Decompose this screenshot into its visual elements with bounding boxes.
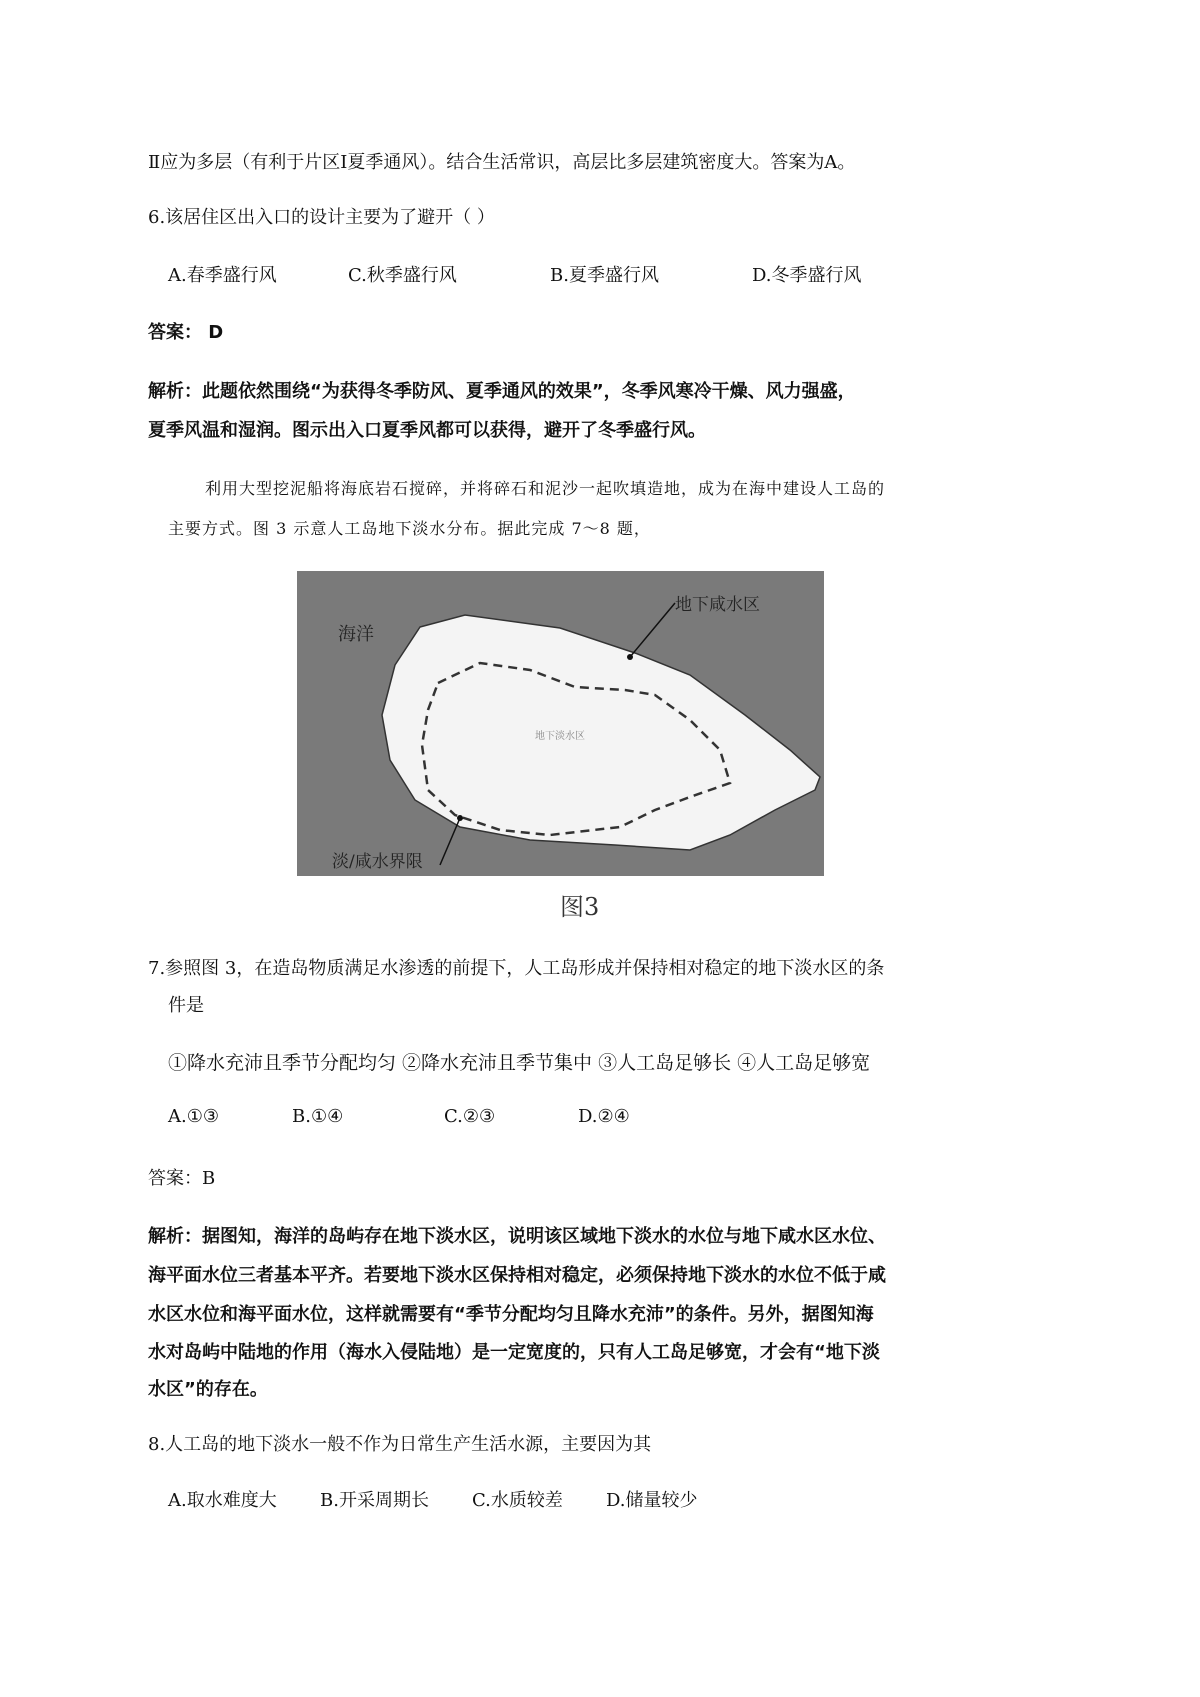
figure-3-island-map bbox=[290, 565, 830, 930]
q7-stem: 7.参照图 3，在造岛物质满足水渗透的前提下，人工岛形成并保持相对稳定的地下淡水区的条 bbox=[148, 958, 885, 979]
q7-stem: 件是 bbox=[168, 995, 204, 1016]
q7-analysis-line: 水对岛屿中陆地的作用（海水入侵陆地）是一定宽度的，只有人工岛足够宽，才会有“地下淡 bbox=[148, 1342, 880, 1363]
q6-option-c: C.秋季盛行风 bbox=[348, 265, 457, 286]
q7-option-d: D.②④ bbox=[578, 1106, 630, 1127]
figure-caption: 图3 bbox=[560, 893, 600, 921]
q7-analysis-line: 水区”的存在。 bbox=[148, 1379, 268, 1400]
q6-analysis-line: 夏季风温和湿润。图示出入口夏季风都可以获得，避开了冬季盛行风。 bbox=[148, 420, 706, 441]
q6-stem: 6.该居住区出入口的设计主要为了避开（ ） bbox=[148, 207, 495, 228]
boundary-label: 淡/咸水界限 bbox=[332, 852, 423, 872]
q6-analysis-line: 解析：此题依然围绕“为获得冬季防风、夏季通风的效果”，冬季风寒冷干燥、风力强盛， bbox=[148, 381, 856, 402]
ocean-label: 海洋 bbox=[338, 624, 374, 645]
q6-option-d: D.冬季盛行风 bbox=[752, 265, 862, 286]
q8-stem: 8.人工岛的地下淡水一般不作为日常生产生活水源，主要因为其 bbox=[148, 1434, 652, 1455]
q8-option-c: C.水质较差 bbox=[472, 1490, 563, 1511]
q7-option-c: C.②③ bbox=[444, 1106, 496, 1127]
q7-analysis-line: 海平面水位三者基本平齐。若要地下淡水区保持相对稳定，必须保持地下淡水的水位不低于咸 bbox=[148, 1265, 886, 1286]
q7-analysis-line: 水区水位和海平面水位，这样就需要有“季节分配均匀且降水充沛”的条件。另外，据图知海 bbox=[148, 1304, 874, 1325]
q7-analysis-line: 解析：据图知，海洋的岛屿存在地下淡水区，说明该区域地下淡水的水位与地下咸水区水位、 bbox=[148, 1226, 886, 1247]
q7-option-b: B.①④ bbox=[292, 1106, 344, 1127]
q6-option-a: A.春季盛行风 bbox=[168, 265, 277, 286]
saltwater-label: 地下咸水区 bbox=[675, 595, 760, 615]
q7-conditions: ①降水充沛且季节分配均匀 ②降水充沛且季节集中 ③人工岛足够长 ④人工岛足够宽 bbox=[168, 1052, 871, 1074]
q8-option-a: A.取水难度大 bbox=[168, 1490, 277, 1511]
q6-answer: 答案： D bbox=[148, 322, 224, 343]
q6-option-b: B.夏季盛行风 bbox=[550, 265, 659, 286]
q7-option-a: A.①③ bbox=[168, 1106, 219, 1127]
q7-answer: 答案：B bbox=[148, 1168, 216, 1189]
q8-option-d: D.储量较少 bbox=[606, 1490, 698, 1511]
passage-line: 利用大型挖泥船将海底岩石搅碎，并将碎石和泥沙一起吹填造地，成为在海中建设人工岛的 bbox=[205, 479, 886, 498]
freshwater-label: 地下淡水区 bbox=[535, 731, 585, 742]
passage-line: 主要方式。图 3 示意人工岛地下淡水分布。据此完成 7～8 题， bbox=[168, 519, 651, 538]
previous-answer-tail: Ⅱ应为多层（有利于片区Ⅰ夏季通风）。结合生活常识，高层比多层建筑密度大。答案为A。 bbox=[148, 152, 856, 173]
q8-option-b: B.开采周期长 bbox=[320, 1490, 429, 1511]
